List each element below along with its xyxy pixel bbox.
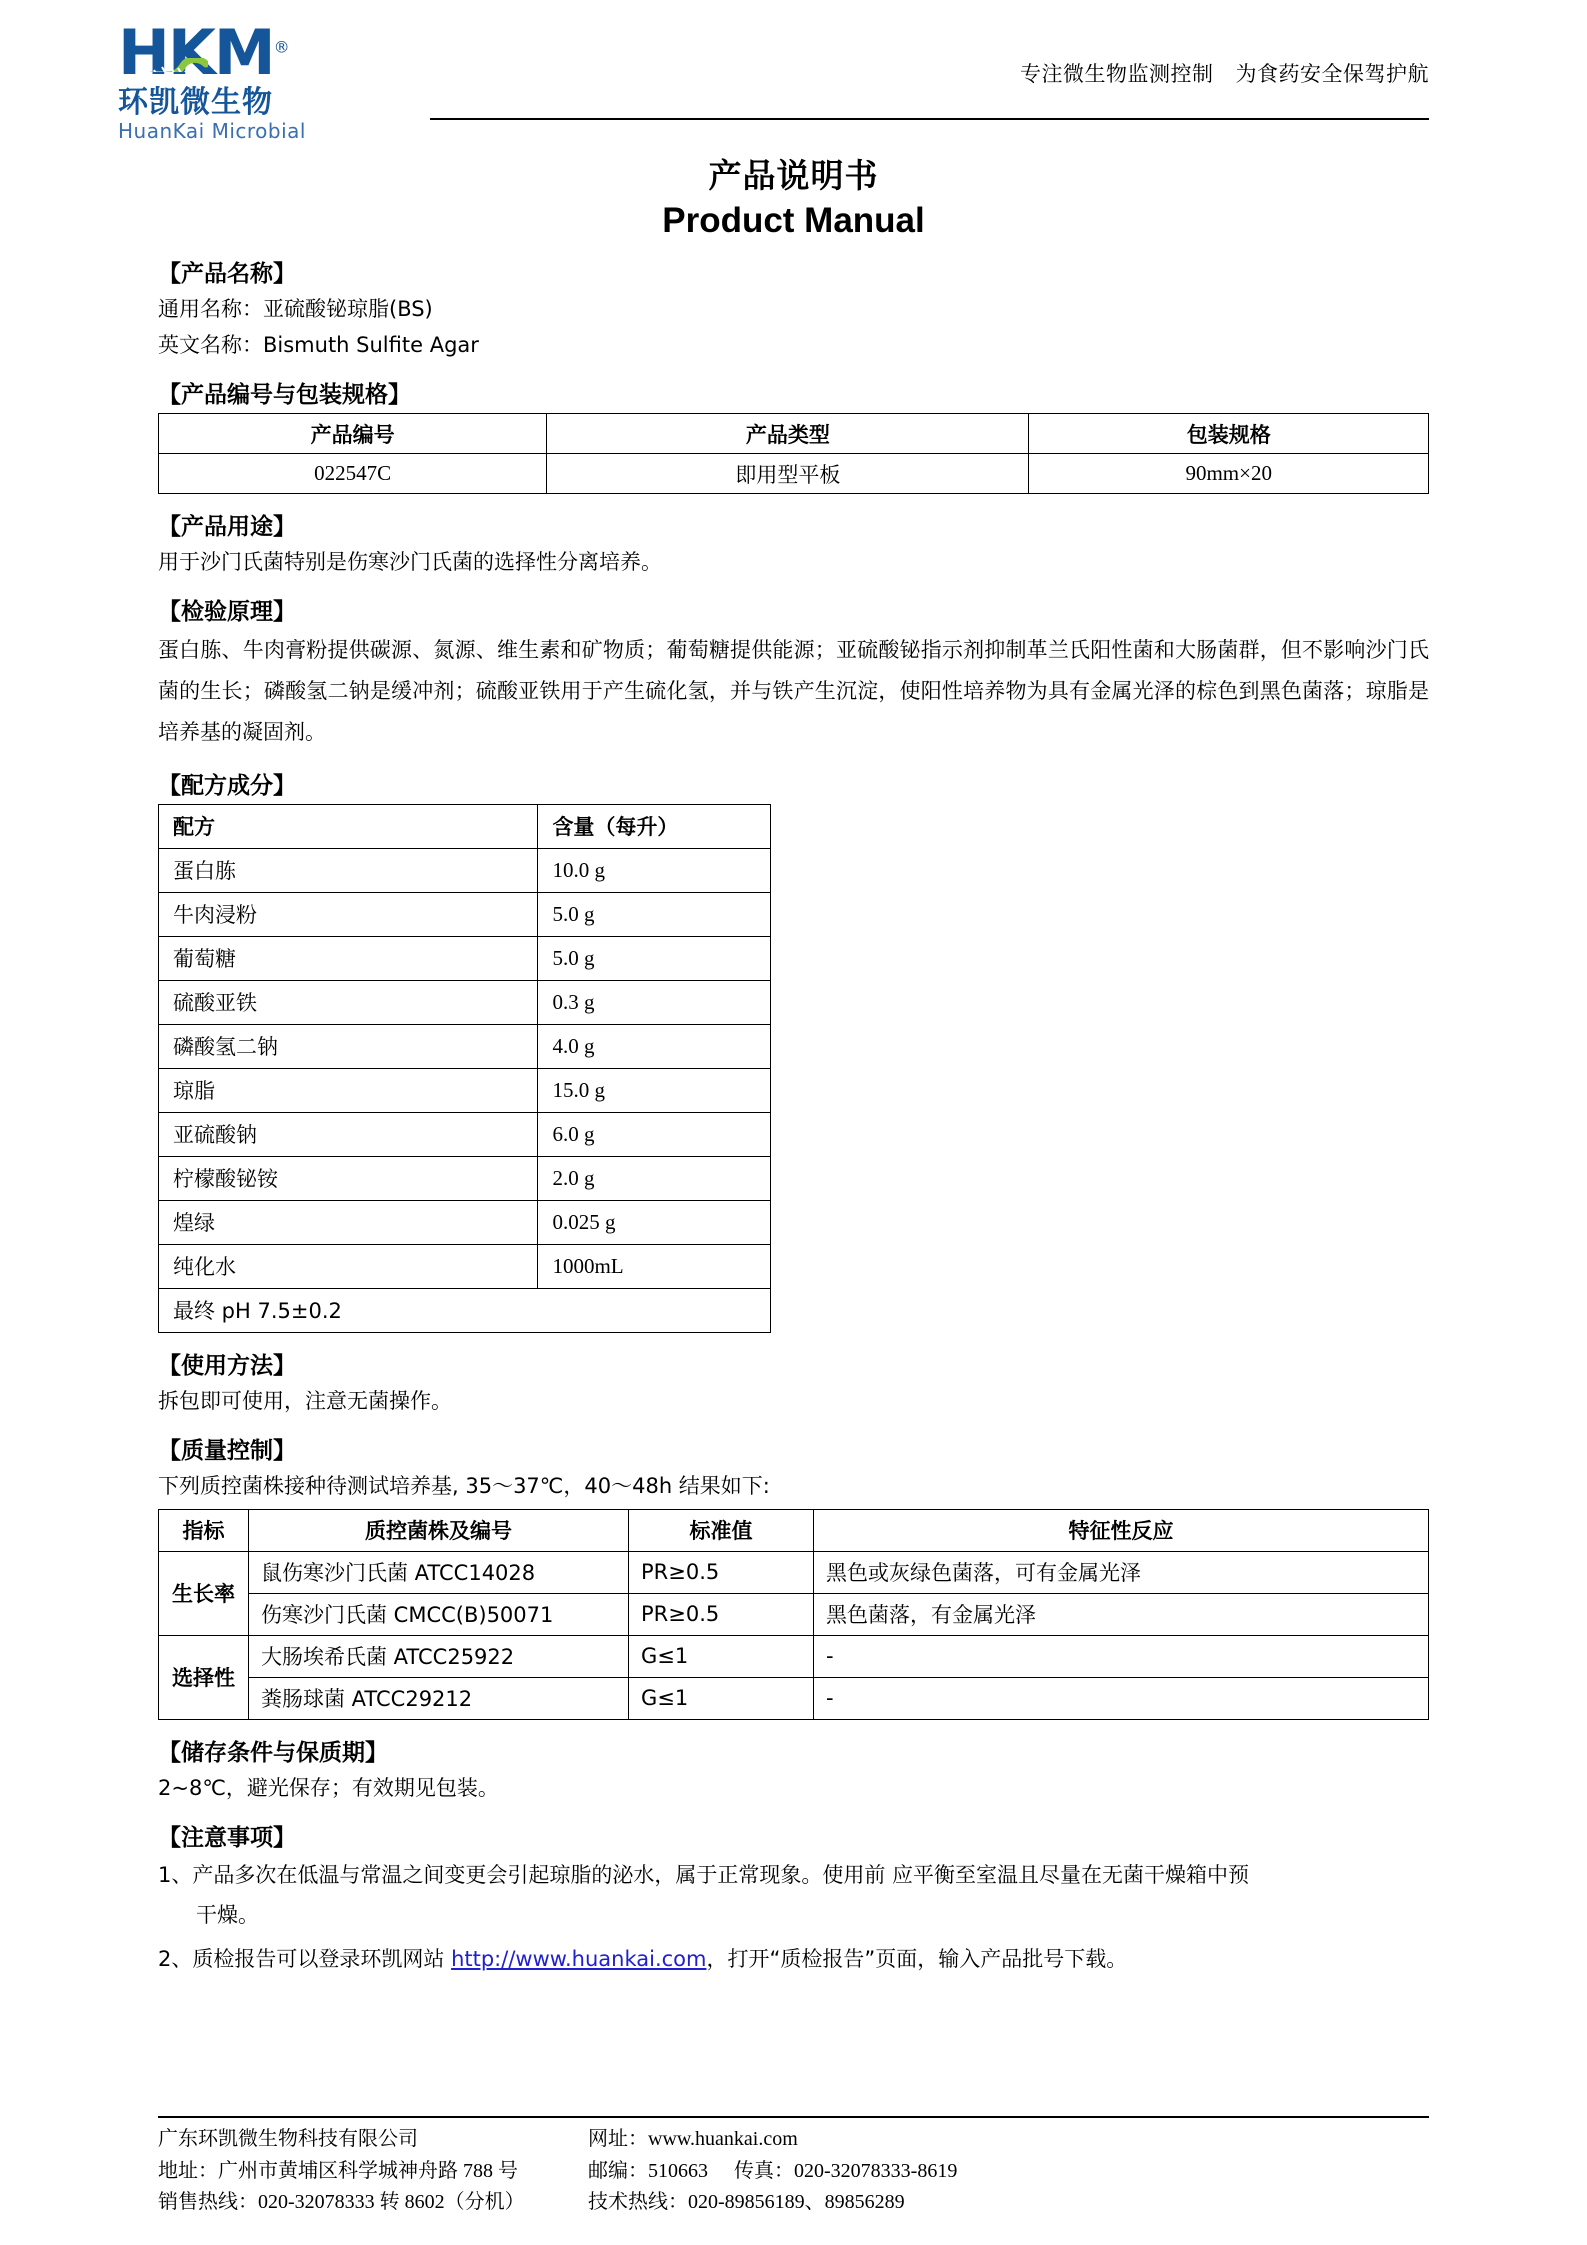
qc-strain: 粪肠球菌 ATCC29212 — [249, 1677, 629, 1719]
footer-right-column — [588, 2124, 1429, 2219]
footer-sales-hotline: 销售热线：020-32078333 转 8602（分机） — [158, 2191, 525, 2214]
table-row — [159, 892, 771, 936]
table-row — [159, 1551, 1429, 1593]
storage-text: 2~8℃，避光保存；有效期见包装。 — [158, 1775, 499, 1800]
formula-amount: 0.025 g — [538, 1200, 771, 1244]
qc-group-index: 生长率 — [159, 1551, 249, 1635]
qc-group-index: 选择性 — [159, 1635, 249, 1719]
page-footer — [158, 2116, 1429, 2219]
formula-amount: 4.0 g — [538, 1024, 771, 1068]
formula-amount: 0.3 g — [538, 980, 771, 1024]
footer-postcode-fax — [588, 2156, 1429, 2188]
formula-ph-note: 最终 pH 7.5±0.2 — [159, 1288, 771, 1332]
tagline-left: 专注微生物监测控制 — [1020, 62, 1214, 86]
footer-left-column — [158, 2124, 588, 2219]
table-row-ph — [159, 1288, 771, 1332]
usage-text: 用于沙门氏菌特别是伤寒沙门氏菌的选择性分离培养。 — [158, 550, 662, 575]
section-heading-spec: 【产品编号与包装规格】 — [158, 382, 411, 409]
footer-address: 地址：广州市黄埔区科学城神舟路 788 号 — [158, 2159, 518, 2182]
method-text: 拆包即可使用，注意无菌操作。 — [158, 1388, 452, 1413]
formula-col-name: 配方 — [159, 804, 538, 848]
spec-value-package: 90mm×20 — [1029, 454, 1429, 494]
generic-name-value: 亚硫酸铋琼脂(BS) — [263, 297, 433, 321]
formula-table-body — [159, 848, 771, 1332]
formula-col-amount: 含量（每升） — [538, 804, 771, 848]
page-title-en: Product Manual — [662, 201, 925, 240]
qc-col-standard: 标准值 — [629, 1509, 814, 1551]
qc-standard: G≤1 — [629, 1677, 814, 1719]
logo-wordmark — [118, 16, 438, 89]
qc-reaction: 黑色菌落，有金属光泽 — [814, 1593, 1429, 1635]
formula-name: 琼脂 — [159, 1068, 538, 1112]
section-heading-usage: 【产品用途】 — [158, 514, 296, 541]
table-row — [159, 936, 771, 980]
precaution-number: 2、 — [158, 1946, 193, 1971]
table-row — [159, 1244, 771, 1288]
section-heading-precautions: 【注意事项】 — [158, 1824, 296, 1851]
qc-strain: 鼠伤寒沙门氏菌 ATCC14028 — [249, 1551, 629, 1593]
company-logo — [118, 16, 438, 143]
table-row — [159, 454, 1429, 494]
section-heading-principle: 【检验原理】 — [158, 599, 296, 626]
table-row — [159, 980, 771, 1024]
formula-amount: 5.0 g — [538, 936, 771, 980]
footer-company: 广东环凯微生物科技有限公司 — [158, 2128, 418, 2151]
formula-amount: 1000mL — [538, 1244, 771, 1288]
qc-reaction: 黑色或灰绿色菌落，可有金属光泽 — [814, 1551, 1429, 1593]
section-heading-formula: 【配方成分】 — [158, 772, 296, 799]
formula-name: 磷酸氢二钠 — [159, 1024, 538, 1068]
table-row — [159, 1112, 771, 1156]
principle-text: 蛋白胨、牛肉膏粉提供碳源、氮源、维生素和矿物质；葡萄糖提供能源；亚硫酸铋指示剂抑制革兰氏阳性菌和大肠菌群，但不影响沙门氏菌的生长；磷酸氢二钠是缓冲剂；硫酸亚铁用于产生硫化氢，并与铁产生沉淀，使阳性培养物为具有金属光泽的棕色到黑色菌落；琼脂是培养基的凝固剂。 — [158, 638, 1429, 744]
section-heading-storage: 【储存条件与保质期】 — [158, 1739, 388, 1766]
spec-col-package: 包装规格 — [1029, 414, 1429, 454]
dna-helix-icon — [140, 40, 208, 72]
formula-amount: 10.0 g — [538, 848, 771, 892]
qc-reaction: - — [814, 1677, 1429, 1719]
precaution-item-2 — [158, 1940, 1429, 1980]
qc-strain: 伤寒沙门氏菌 CMCC(B)50071 — [249, 1593, 629, 1635]
table-row — [159, 1200, 771, 1244]
spec-col-code: 产品编号 — [159, 414, 547, 454]
spec-table-header-row — [159, 414, 1429, 454]
footer-tech-hotline: 技术热线：020-89856189、89856289 — [588, 2191, 905, 2214]
qc-table-header-row — [159, 1509, 1429, 1551]
formula-amount: 6.0 g — [538, 1112, 771, 1156]
section-heading-product-name: 【产品名称】 — [158, 261, 296, 287]
formula-name: 柠檬酸铋铵 — [159, 1156, 538, 1200]
precaution-text-continued: 干燥。 — [196, 1902, 259, 1927]
qc-strain: 大肠埃希氏菌 ATCC25922 — [249, 1635, 629, 1677]
formula-table-header-row — [159, 804, 771, 848]
page-header — [118, 0, 1429, 143]
quality-control-table — [158, 1509, 1429, 1720]
header-tagline — [1020, 58, 1429, 88]
formula-name: 牛肉浸粉 — [159, 892, 538, 936]
tagline-right: 为食药安全保驾护航 — [1235, 62, 1429, 86]
formula-name: 硫酸亚铁 — [159, 980, 538, 1024]
generic-name-label: 通用名称： — [158, 297, 263, 321]
logo-text: HKM — [118, 16, 274, 89]
qc-col-strain: 质控菌株及编号 — [249, 1509, 629, 1551]
header-divider — [430, 118, 1429, 120]
logo-name-en: HuanKai Microbial — [118, 119, 306, 143]
logo-name-cn: 环凯微生物 — [118, 85, 273, 120]
formula-name: 亚硫酸钠 — [159, 1112, 538, 1156]
table-row — [159, 1068, 771, 1112]
table-row — [159, 1635, 1429, 1677]
section-heading-quality-control: 【质量控制】 — [158, 1437, 296, 1464]
formula-name: 蛋白胨 — [159, 848, 538, 892]
formula-name: 煌绿 — [159, 1200, 538, 1244]
page-title-cn: 产品说明书 — [708, 156, 879, 195]
huankai-website-link[interactable]: http://www.huankai.com — [451, 1946, 707, 1971]
table-row — [159, 1024, 771, 1068]
formula-amount: 2.0 g — [538, 1156, 771, 1200]
qc-reaction: - — [814, 1635, 1429, 1677]
table-row — [159, 848, 771, 892]
formula-name: 纯化水 — [159, 1244, 538, 1288]
formula-table — [158, 804, 771, 1333]
formula-amount: 5.0 g — [538, 892, 771, 936]
english-name-value: Bismuth Sulfite Agar — [263, 333, 479, 358]
registered-trademark-icon: ® — [273, 37, 288, 57]
footer-website: 网址：www.huankai.com — [588, 2128, 798, 2151]
generic-name-row — [158, 292, 1429, 326]
qc-col-reaction: 特征性反应 — [814, 1509, 1429, 1551]
english-name-label: 英文名称： — [158, 333, 263, 358]
qc-standard: G≤1 — [629, 1635, 814, 1677]
spec-col-type: 产品类型 — [547, 414, 1029, 454]
formula-amount: 15.0 g — [538, 1068, 771, 1112]
spec-table — [158, 413, 1429, 494]
precaution-number: 1、 — [158, 1862, 193, 1887]
qc-standard: PR≥0.5 — [629, 1551, 814, 1593]
table-row — [159, 1677, 1429, 1719]
footer-postcode: 邮编：510663 — [588, 2159, 708, 2182]
english-name-row — [158, 328, 1429, 362]
qc-col-index: 指标 — [159, 1509, 249, 1551]
qc-standard: PR≥0.5 — [629, 1593, 814, 1635]
footer-divider — [158, 2116, 1429, 2118]
precaution-text: 产品多次在低温与常温之间变更会引起琼脂的泌水，属于正常现象。使用前 应平衡至室温且尽量在无菌干燥箱中预 — [192, 1862, 1250, 1887]
footer-fax: 传真：020-32078333-8619 — [734, 2159, 958, 2182]
formula-name: 葡萄糖 — [159, 936, 538, 980]
precaution-text-before: 质检报告可以登录环凯网站 — [192, 1946, 452, 1971]
table-row — [159, 1156, 771, 1200]
table-row — [159, 1593, 1429, 1635]
spec-value-type: 即用型平板 — [547, 454, 1029, 494]
spec-value-code: 022547C — [159, 454, 547, 494]
precaution-item-1 — [158, 1856, 1429, 1936]
section-heading-method: 【使用方法】 — [158, 1352, 296, 1379]
quality-control-intro: 下列质控菌株接种待测试培养基, 35～37℃，40～48h 结果如下: — [158, 1473, 770, 1498]
precaution-text-after: ，打开“质检报告”页面，输入产品批号下载。 — [706, 1946, 1128, 1971]
